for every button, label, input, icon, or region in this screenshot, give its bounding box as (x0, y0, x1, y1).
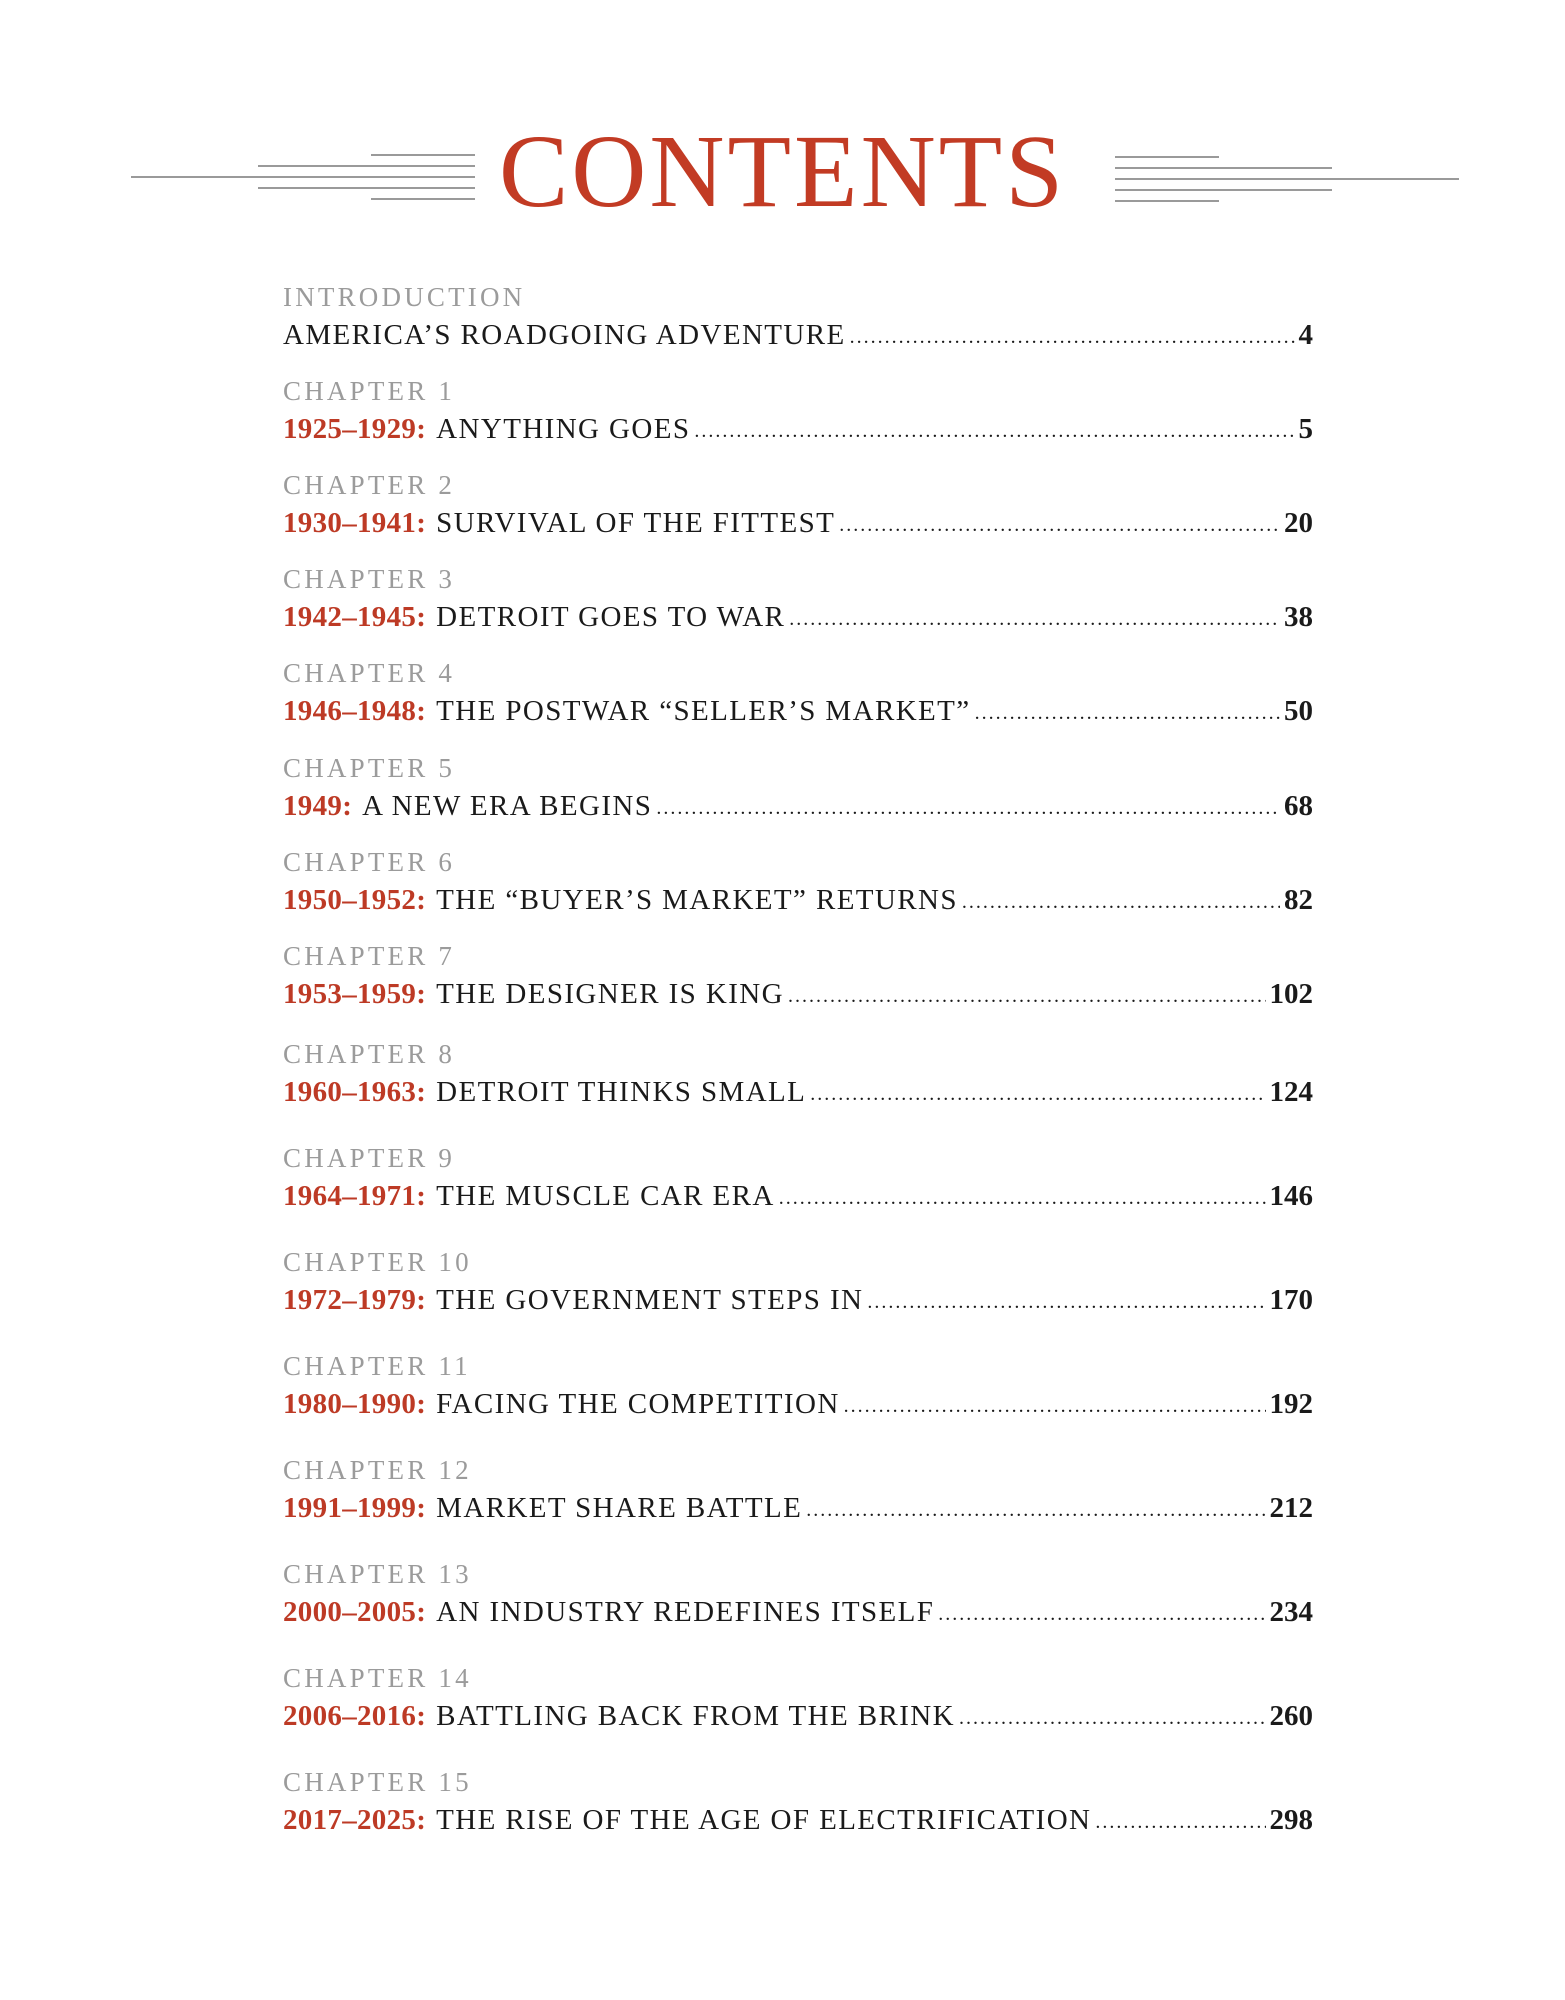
entry-page-number: 260 (1269, 1700, 1313, 1732)
entry-label: CHAPTER 7 (283, 941, 456, 971)
entry-years: 1953–1959: (283, 978, 427, 1010)
toc-entry-chapter-15[interactable] (283, 1767, 1313, 1847)
entry-years: 1972–1979: (283, 1284, 427, 1316)
entry-page-number: 212 (1269, 1492, 1313, 1524)
entry-row (283, 1491, 1313, 1528)
entry-label: CHAPTER 15 (283, 1767, 472, 1797)
entry-title: THE GOVERNMENT STEPS IN (436, 1284, 864, 1316)
entry-years: 1960–1963: (283, 1076, 427, 1108)
dot-leader (656, 791, 1280, 825)
entry-label: CHAPTER 14 (283, 1663, 472, 1693)
entry-years: 1991–1999: (283, 1492, 427, 1524)
entry-page-number: 20 (1284, 507, 1313, 539)
entry-row (283, 1283, 1313, 1320)
dot-leader (962, 885, 1280, 919)
entry-label: CHAPTER 3 (283, 564, 456, 594)
dot-leader (867, 1285, 1265, 1319)
entry-page-number: 5 (1298, 413, 1313, 445)
entry-label: CHAPTER 12 (283, 1455, 472, 1485)
entry-years: 2006–2016: (283, 1700, 427, 1732)
entry-page-number: 170 (1269, 1284, 1313, 1316)
entry-title: BATTLING BACK FROM THE BRINK (436, 1700, 955, 1732)
entry-label: CHAPTER 10 (283, 1247, 472, 1277)
entry-title: ANYTHING GOES (436, 413, 691, 445)
toc-entry-chapter-8[interactable] (283, 1039, 1313, 1119)
entry-title: DETROIT GOES TO WAR (436, 601, 786, 633)
entry-row (283, 1803, 1313, 1840)
entry-row (283, 318, 1313, 355)
entry-label: CHAPTER 11 (283, 1351, 471, 1381)
entry-row (283, 506, 1313, 543)
entry-years: 1942–1945: (283, 601, 427, 633)
entry-label: CHAPTER 2 (283, 470, 456, 500)
entry-row (283, 412, 1313, 449)
dot-leader (959, 1701, 1266, 1735)
dot-leader (850, 320, 1295, 354)
entry-title: THE POSTWAR “SELLER’S MARKET” (436, 695, 971, 727)
dot-leader (806, 1493, 1265, 1527)
dot-leader (789, 602, 1280, 636)
toc-entry-chapter-1[interactable] (283, 376, 1313, 456)
entry-row (283, 1387, 1313, 1424)
entry-page-number: 38 (1284, 601, 1313, 633)
entry-row (283, 1699, 1313, 1736)
toc-entry-chapter-14[interactable] (283, 1663, 1313, 1743)
entry-title: MARKET SHARE BATTLE (436, 1492, 803, 1524)
entry-page-number: 124 (1269, 1076, 1313, 1108)
toc-entry-chapter-4[interactable] (283, 658, 1313, 738)
toc-entry-chapter-11[interactable] (283, 1351, 1313, 1431)
entry-page-number: 298 (1269, 1804, 1313, 1836)
entry-label: CHAPTER 13 (283, 1559, 472, 1589)
entry-label: CHAPTER 5 (283, 753, 456, 783)
entry-label: CHAPTER 4 (283, 658, 456, 688)
toc-entry-chapter-5[interactable] (283, 753, 1313, 833)
entry-row (283, 977, 1313, 1014)
dot-leader (779, 1181, 1266, 1215)
entry-label: CHAPTER 6 (283, 847, 456, 877)
dot-leader (839, 508, 1280, 542)
entry-row (283, 789, 1313, 826)
toc-entry-chapter-3[interactable] (283, 564, 1313, 644)
entry-title: A NEW ERA BEGINS (362, 790, 653, 822)
toc-entry-chapter-7[interactable] (283, 941, 1313, 1021)
entry-years: 1925–1929: (283, 413, 427, 445)
entry-title: THE RISE OF THE AGE OF ELECTRIFICATION (436, 1804, 1092, 1836)
dot-leader (788, 979, 1266, 1013)
entry-label: CHAPTER 1 (283, 376, 456, 406)
dot-leader (938, 1597, 1265, 1631)
page-title: CONTENTS (498, 114, 1067, 229)
dot-leader (975, 696, 1280, 730)
entry-label: CHAPTER 9 (283, 1143, 456, 1173)
entry-row (283, 694, 1313, 731)
entry-row (283, 600, 1313, 637)
entry-label: CHAPTER 8 (283, 1039, 456, 1069)
entry-years: 2017–2025: (283, 1804, 427, 1836)
entry-years: 1950–1952: (283, 884, 427, 916)
entry-years: 1980–1990: (283, 1388, 427, 1420)
entry-page-number: 50 (1284, 695, 1313, 727)
entry-title: SURVIVAL OF THE FITTEST (436, 507, 836, 539)
toc-entry-chapter-10[interactable] (283, 1247, 1313, 1327)
dot-leader (844, 1389, 1266, 1423)
dot-leader (810, 1077, 1265, 1111)
entry-page-number: 82 (1284, 884, 1313, 916)
entry-page-number: 146 (1269, 1180, 1313, 1212)
entry-page-number: 192 (1269, 1388, 1313, 1420)
dot-leader (1095, 1805, 1265, 1839)
entry-title: THE “BUYER’S MARKET” RETURNS (436, 884, 958, 916)
entry-label: INTRODUCTION (283, 282, 526, 312)
entry-title: AN INDUSTRY REDEFINES ITSELF (436, 1596, 935, 1628)
entry-years: 2000–2005: (283, 1596, 427, 1628)
entry-title: THE DESIGNER IS KING (436, 978, 784, 1010)
entry-row (283, 883, 1313, 920)
entry-row (283, 1179, 1313, 1216)
toc-entry-chapter-12[interactable] (283, 1455, 1313, 1535)
entry-title: THE MUSCLE CAR ERA (436, 1180, 775, 1212)
toc-entry-chapter-9[interactable] (283, 1143, 1313, 1223)
toc-entry-introduction[interactable] (283, 282, 1313, 362)
entry-row (283, 1595, 1313, 1632)
toc-entry-chapter-6[interactable] (283, 847, 1313, 927)
contents-header (0, 0, 1565, 260)
entry-title: FACING THE COMPETITION (436, 1388, 840, 1420)
entry-row (283, 1075, 1313, 1112)
dot-leader (694, 414, 1294, 448)
entry-title: AMERICA’S ROADGOING ADVENTURE (283, 319, 846, 351)
entry-page-number: 4 (1298, 319, 1313, 351)
toc-entry-chapter-2[interactable] (283, 470, 1313, 550)
entry-page-number: 68 (1284, 790, 1313, 822)
entry-years: 1964–1971: (283, 1180, 427, 1212)
entry-title: DETROIT THINKS SMALL (436, 1076, 807, 1108)
entry-page-number: 102 (1269, 978, 1313, 1010)
toc-entry-chapter-13[interactable] (283, 1559, 1313, 1639)
entry-years: 1930–1941: (283, 507, 427, 539)
entry-years: 1946–1948: (283, 695, 427, 727)
entry-years: 1949: (283, 790, 353, 822)
entry-page-number: 234 (1269, 1596, 1313, 1628)
